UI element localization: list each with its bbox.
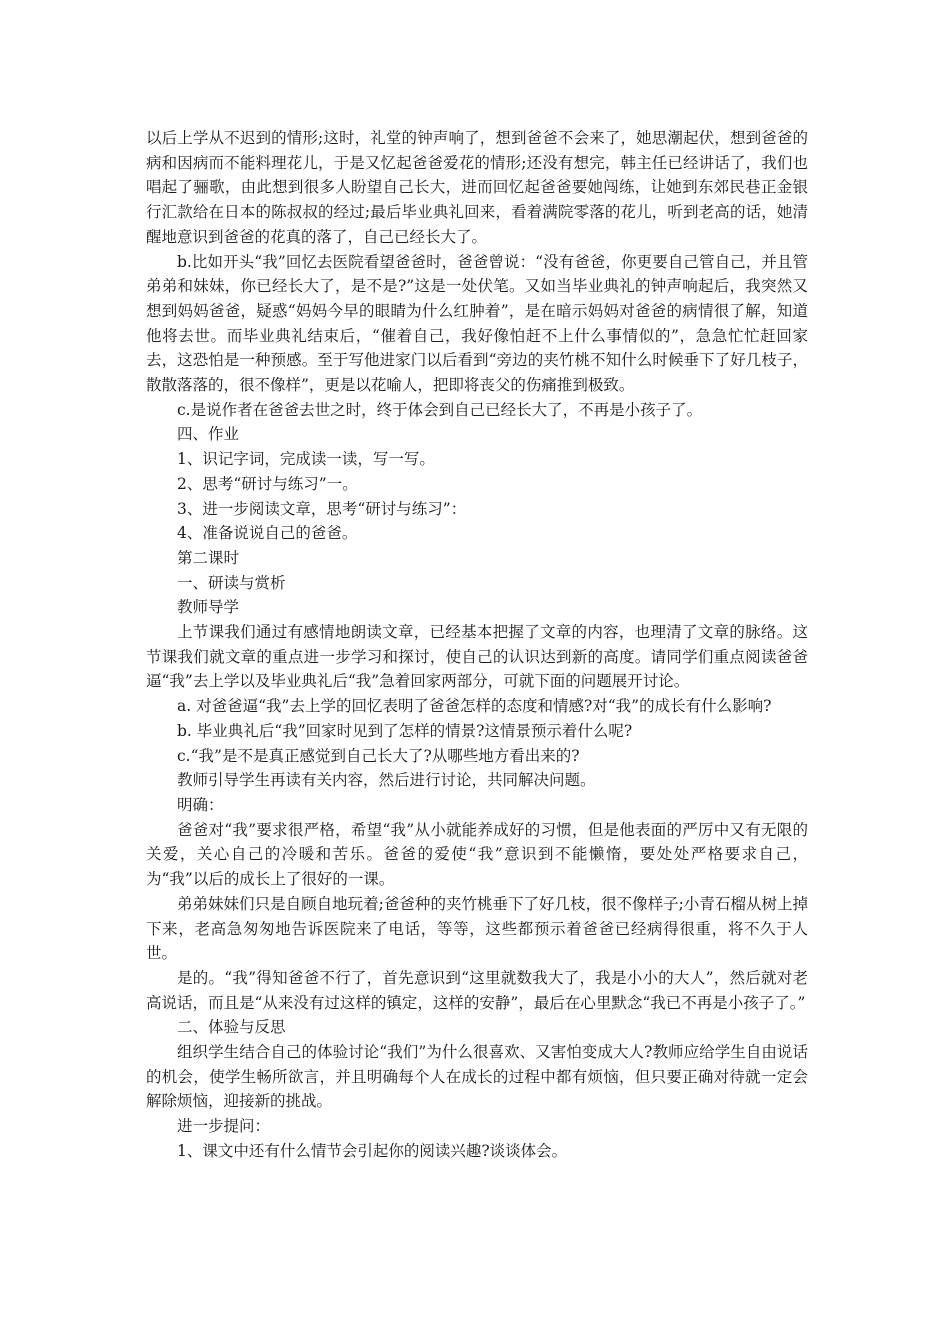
- lesson-heading-second: 第二课时: [177, 548, 240, 567]
- section-heading-homework: 四、作业: [177, 425, 240, 444]
- document-page: [146, 126, 808, 1164]
- paragraph-2: b.比如开头“我”回忆去医院看望爸爸时，爸爸曾说：“没有爸爸，你更要自己管自己，并且管弟弟和妹妹，你已经长大了，是不是?”这是一处伏笔。又如当毕业典礼的钟声响起后，我突然又想到妈妈爸爸，疑惑“妈妈今早的眼睛为什么红肿着”，是在暗示妈妈对爸爸的病情很了解，知道他将去世。而毕业典礼结束后，“催着自己，我好像怕赶不上什么事情似的”，急急忙忙赶回家去，这恐怕是一种预感。至于写他进家门以后看到“旁边的夹竹桃不知什么时候垂下了好几枝子，散散落落的，很不像样”，更是以花喻人，把即将丧父的伤痛推到极致。: [146, 252, 808, 395]
- paragraph-1: 以后上学从不迟到的情形;这时，礼堂的钟声响了，想到爸爸不会来了，她思潮起伏，想到爸爸的病和因病而不能料理花儿，于是又忆起爸爸爱花的情形;还没有想完，韩主任已经讲话了，我们也唱起了骊歌，由此想到很多人盼望自己长大，进而回忆起爸爸要她闯练，让她到东郊民巷正金银行汇款给在日本的陈叔叔的经过;最后毕业典礼回来，看着满院零落的花儿，听到老高的话，她清醒地意识到爸爸的花真的落了，自己已经长大了。: [146, 129, 808, 246]
- answer-b: 弟弟妹妹们只是自顾自地玩着;爸爸种的夹竹桃垂下了好几枝，很不像样子;小青石榴从树上掉下来，老高急匆匆地告诉医院来了电话，等等，这些都预示着爸爸已经病得很重，将不久于人世。: [146, 894, 808, 963]
- subheading-clarify: 明确：: [177, 795, 224, 814]
- section-heading-reflection: 二、体验与反思: [177, 1018, 286, 1037]
- question-c: c.“我”是不是真正感觉到自己长大了?从哪些地方看出来的?: [177, 746, 580, 765]
- answer-a: 爸爸对“我”要求很严格，希望“我”从小就能养成好的习惯，但是他表面的严厉中又有无限的关爱，关心自己的冷暖和苦乐。爸爸的爱使“我”意识到不能懒惰，要处处严格要求自己，为“我”以后的成长上了很好的一课。: [146, 820, 808, 889]
- further-question-1: 1、课文中还有什么情节会引起你的阅读兴趣?谈谈体会。: [177, 1141, 568, 1160]
- homework-item-1: 1、识记字词，完成读一读，写一写。: [177, 450, 435, 469]
- section-heading-study: 一、研读与赏析: [177, 573, 286, 592]
- question-b: b. 毕业典礼后“我”回家时见到了怎样的情景?这情景预示着什么呢?: [177, 721, 633, 740]
- question-a: a. 对爸爸逼“我”去上学的回忆表明了爸爸怎样的态度和情感?对“我”的成长有什么影响?: [177, 697, 772, 716]
- paragraph-guidance: 教师引导学生再读有关内容，然后进行讨论，共同解决问题。: [177, 771, 596, 790]
- answer-c: 是的。“我”得知爸爸不行了，首先意识到“这里就数我大了，我是小小的大人”，然后就对老高说话，而且是“从来没有过这样的镇定，这样的安静”，最后在心里默念“我已不再是小孩子了。”: [146, 968, 808, 1012]
- homework-item-2: 2、思考“研讨与练习”一。: [177, 474, 358, 493]
- subheading-further-questions: 进一步提问：: [177, 1117, 271, 1136]
- homework-item-4: 4、准备说说自己的爸爸。: [177, 524, 358, 543]
- paragraph-intro: 上节课我们通过有感情地朗读文章，已经基本把握了文章的内容，也理清了文章的脉络。这节课我们就文章的重点进一步学习和探讨，使自己的认识达到新的高度。请同学们重点阅读爸爸逼“我”去上学以及毕业典礼后“我”急着回家两部分，可就下面的问题展开讨论。: [146, 623, 808, 691]
- paragraph-3: c.是说作者在爸爸去世之时，终于体会到自己已经长大了，不再是小孩子了。: [177, 400, 703, 419]
- subheading-teacher-guide: 教师导学: [177, 598, 240, 617]
- homework-item-3: 3、进一步阅读文章，思考“研讨与练习”：: [177, 499, 467, 518]
- paragraph-reflection: 组织学生结合自己的体验讨论“我们”为什么很喜欢、又害怕变成大人?教师应给学生自由说话的机会，使学生畅所欲言，并且明确每个人在成长的过程中都有烦恼，但只要正确对待就一定会解除烦恼，迎接新的挑战。: [146, 1043, 808, 1111]
